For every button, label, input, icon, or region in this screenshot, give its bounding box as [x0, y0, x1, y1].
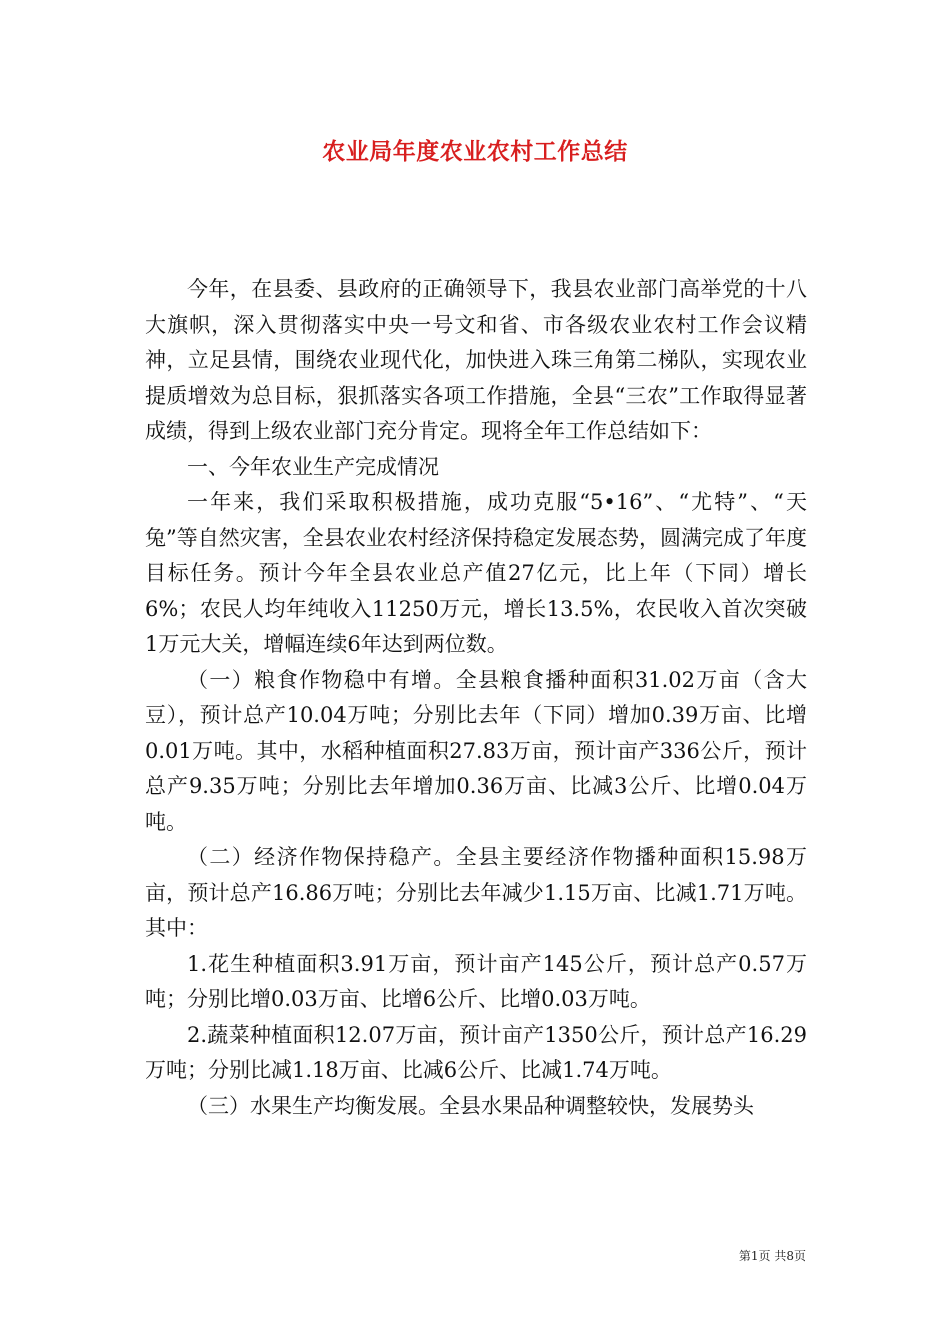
overview-paragraph: 一年来，我们采取积极措施，成功克服“5•16”、“尤特”、“天兔”等自然灾害，全县农业农村经济保持稳定发展态势，圆满完成了年度目标任务。预计今年全县农业总产值27亿元，比上年（下同）增长6%；农民人均年纯收入11250万元，增长13.5%，农民收入首次突破1万元大关，增幅连续6年达到两位数。 [145, 490, 807, 656]
intro-paragraph: 今年，在县委、县政府的正确领导下，我县农业部门高举党的十八大旗帜，深入贯彻落实中央一号文和省、市各级农业农村工作会议精神，立足县情，围绕农业现代化，加快进入珠三角第二梯队，实现农业提质增效为总目标，狠抓落实各项工作措施，全县“三农”工作取得显著成绩，得到上级农业部门充分肯定。现将全年工作总结如下： [145, 277, 807, 443]
section-heading-1: 一、今年农业生产完成情况 [187, 454, 439, 479]
economic-crops-paragraph: （二）经济作物保持稳产。全县主要经济作物播种面积15.98万亩，预计总产16.86万吨；分别比去年减少1.15万亩、比减1.71万吨。其中： [145, 845, 807, 940]
page-number: 第1页 共8页 [738, 1249, 806, 1263]
document-title: 农业局年度农业农村工作总结 [322, 138, 628, 165]
vegetable-paragraph: 2.蔬菜种植面积12.07万亩，预计亩产1350公斤，预计总产16.29万吨；分别比减1.18万亩、比减6公斤、比减1.74万吨。 [145, 1022, 807, 1082]
grain-crops-paragraph: （一）粮食作物稳中有增。全县粮食播种面积31.02万亩（含大豆），预计总产10.04万吨；分别比去年（下同）增加0.39万亩、比增0.01万吨。其中，水稻种植面积27.83万亩，预计亩产336公斤，预计总产9.35万吨；分别比去年增加0.36万亩、比减3公斤、比增0.04万吨。 [145, 667, 807, 834]
document-body [145, 272, 807, 1124]
peanut-paragraph: 1.花生种植面积3.91万亩，预计亩产145公斤，预计总产0.57万吨；分别比增0.03万亩、比增6公斤、比增0.03万吨。 [145, 951, 807, 1011]
fruit-paragraph: （三）水果生产均衡发展。全县水果品种调整较快，发展势头 [187, 1093, 754, 1118]
